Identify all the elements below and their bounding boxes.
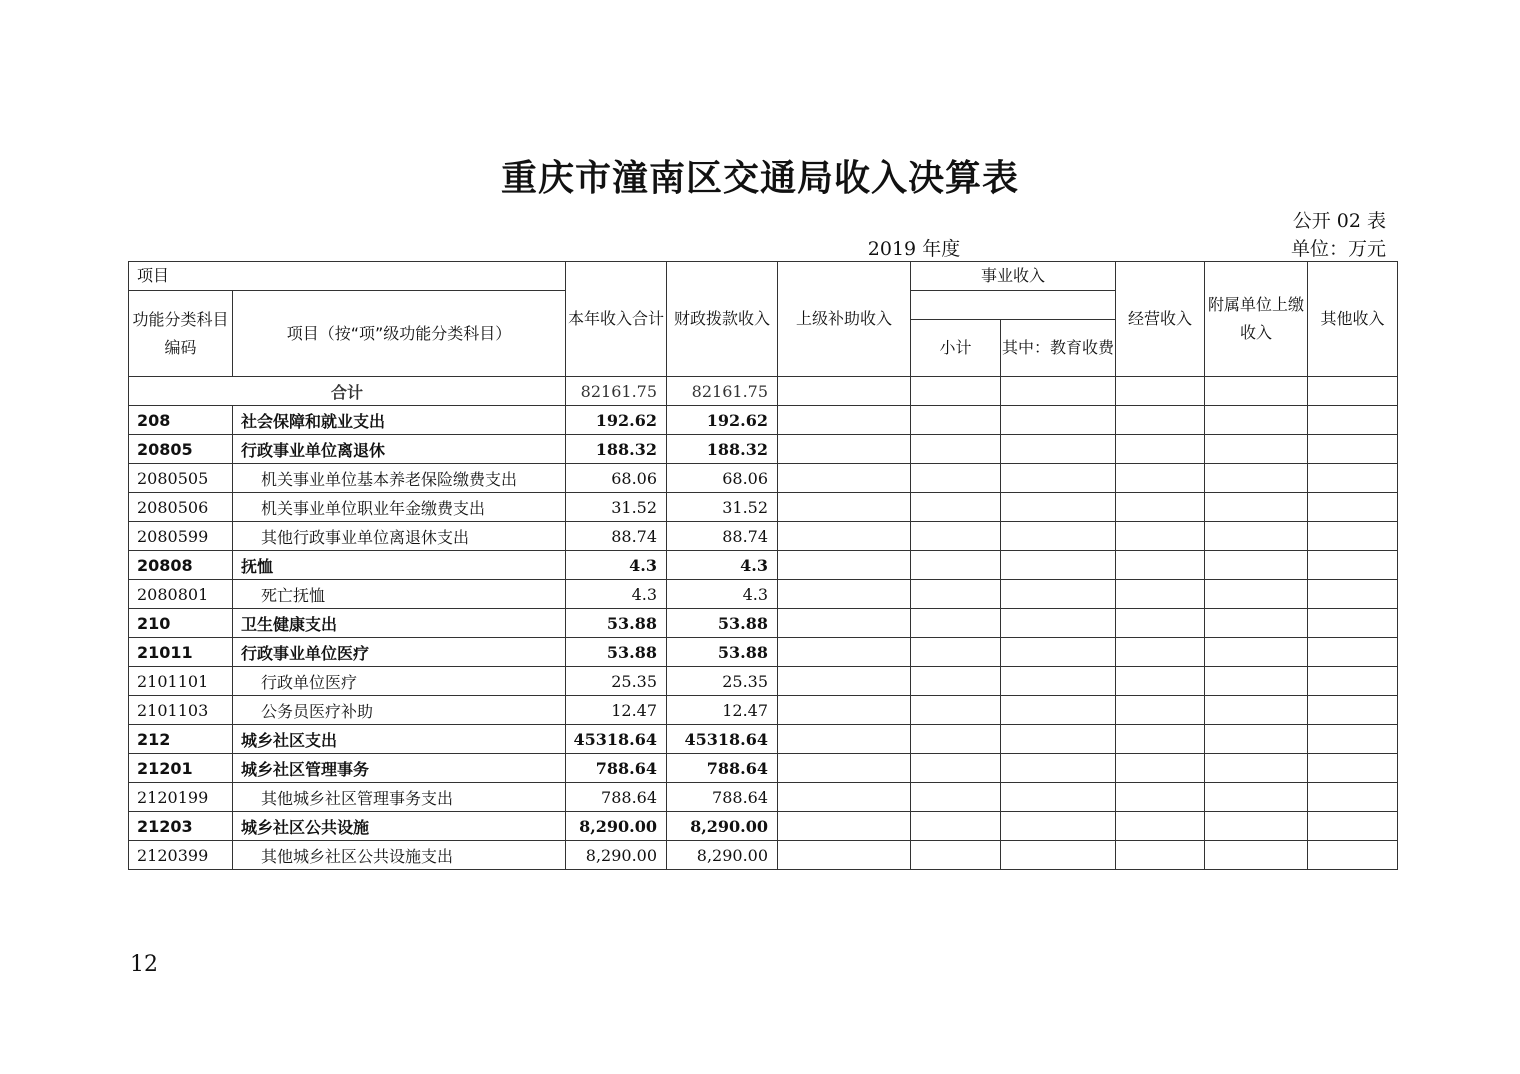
row-fiscal-allocation: 53.88: [667, 638, 778, 667]
row-total-income: 8,290.00: [566, 841, 667, 870]
empty-cell: [1116, 551, 1205, 580]
row-name: 死亡抚恤: [233, 580, 566, 609]
row-code: 21201: [129, 754, 233, 783]
total-row: [129, 377, 1398, 406]
header-affiliated-income: 附属单位上缴收入: [1205, 262, 1308, 377]
header-item-name: 项目（按“项”级功能分类科目）: [233, 291, 566, 377]
empty-cell: [911, 725, 1001, 754]
row-fiscal-allocation: 8,290.00: [667, 812, 778, 841]
empty-cell: [1308, 696, 1398, 725]
table-row: [129, 435, 1398, 464]
empty-cell: [1308, 580, 1398, 609]
empty-cell: [778, 754, 911, 783]
table-row: [129, 783, 1398, 812]
empty-cell: [1205, 783, 1308, 812]
table-row: [129, 812, 1398, 841]
row-name: 抚恤: [233, 551, 566, 580]
empty-cell: [1308, 609, 1398, 638]
row-name: 行政事业单位离退休: [233, 435, 566, 464]
empty-cell: [1116, 493, 1205, 522]
empty-cell: [911, 522, 1001, 551]
empty-cell: [1205, 493, 1308, 522]
row-fiscal-allocation: 68.06: [667, 464, 778, 493]
empty-cell: [911, 551, 1001, 580]
empty-cell: [1205, 551, 1308, 580]
empty-cell: [1116, 667, 1205, 696]
row-name: 卫生健康支出: [233, 609, 566, 638]
form-number: 公开 02 表: [1292, 210, 1386, 232]
empty-cell: [1001, 609, 1116, 638]
table-row: [129, 696, 1398, 725]
empty-cell: [911, 609, 1001, 638]
empty-cell: [1205, 812, 1308, 841]
empty-cell: [1308, 754, 1398, 783]
empty-cell: [778, 725, 911, 754]
unit-label: 单位：万元: [1290, 238, 1386, 260]
header-operating-income: 经营收入: [1116, 262, 1205, 377]
empty-cell: [778, 522, 911, 551]
row-total-income: 12.47: [566, 696, 667, 725]
empty-cell: [778, 638, 911, 667]
empty-cell: [1116, 841, 1205, 870]
table-row: [129, 493, 1398, 522]
row-fiscal-allocation: 4.3: [667, 551, 778, 580]
header-subtotal: 小计: [911, 320, 1001, 377]
empty-cell: [778, 841, 911, 870]
empty-cell: [1001, 435, 1116, 464]
row-code: 21011: [129, 638, 233, 667]
empty-cell: [1001, 812, 1116, 841]
row-fiscal-allocation: 192.62: [667, 406, 778, 435]
row-code: 2080599: [129, 522, 233, 551]
empty-cell: [778, 551, 911, 580]
row-fiscal-allocation: 788.64: [667, 754, 778, 783]
row-code: 2080801: [129, 580, 233, 609]
row-total-income: 25.35: [566, 667, 667, 696]
empty-cell: [1001, 754, 1116, 783]
empty-cell: [1205, 638, 1308, 667]
empty-cell: [911, 406, 1001, 435]
empty-cell: [1001, 493, 1116, 522]
empty-cell: [911, 812, 1001, 841]
empty-cell: [1001, 551, 1116, 580]
empty-cell: [911, 435, 1001, 464]
empty-cell: [1116, 696, 1205, 725]
empty-cell: [1001, 464, 1116, 493]
row-name: 其他城乡社区公共设施支出: [233, 841, 566, 870]
empty-cell: [1308, 638, 1398, 667]
empty-cell: [1116, 812, 1205, 841]
row-code: 2120199: [129, 783, 233, 812]
empty-cell: [911, 696, 1001, 725]
table-row: [129, 522, 1398, 551]
row-total-income: 88.74: [566, 522, 667, 551]
row-code: 210: [129, 609, 233, 638]
header-business-income: 事业收入: [911, 262, 1116, 291]
empty-cell: [778, 609, 911, 638]
row-code: 2080505: [129, 464, 233, 493]
empty-cell: [1001, 522, 1116, 551]
empty-cell: [1116, 754, 1205, 783]
empty-cell: [1001, 667, 1116, 696]
empty-cell: [911, 754, 1001, 783]
empty-cell: [1116, 406, 1205, 435]
table-row: [129, 638, 1398, 667]
empty-cell: [1308, 667, 1398, 696]
empty-cell: [1001, 841, 1116, 870]
empty-cell: [1205, 754, 1308, 783]
row-total-income: 192.62: [566, 406, 667, 435]
empty-cell: [1308, 725, 1398, 754]
empty-cell: [1116, 783, 1205, 812]
empty-cell: [1308, 435, 1398, 464]
row-name: 城乡社区公共设施: [233, 812, 566, 841]
empty-cell: [1001, 696, 1116, 725]
empty-cell: [778, 406, 911, 435]
empty-cell: [1116, 464, 1205, 493]
empty-cell: [778, 667, 911, 696]
row-total-income: 68.06: [566, 464, 667, 493]
empty-cell: [1116, 580, 1205, 609]
table-row: [129, 464, 1398, 493]
income-settlement-table: [128, 261, 1398, 870]
empty-cell: [1116, 725, 1205, 754]
empty-cell: [778, 696, 911, 725]
fiscal-year: 2019 年度: [867, 238, 961, 260]
empty-cell: [1001, 783, 1116, 812]
empty-cell: [1308, 406, 1398, 435]
empty-cell: [911, 783, 1001, 812]
table-row: [129, 725, 1398, 754]
row-fiscal-allocation: 25.35: [667, 667, 778, 696]
empty-cell: [911, 667, 1001, 696]
empty-cell: [911, 638, 1001, 667]
row-name: 机关事业单位基本养老保险缴费支出: [233, 464, 566, 493]
header-edu-fee: 其中：教育收费: [1001, 320, 1116, 377]
empty-cell: [1205, 667, 1308, 696]
empty-cell: [778, 580, 911, 609]
row-name: 其他行政事业单位离退休支出: [233, 522, 566, 551]
row-total-income: 788.64: [566, 783, 667, 812]
row-name: 社会保障和就业支出: [233, 406, 566, 435]
empty-cell: [1205, 609, 1308, 638]
empty-cell: [1308, 493, 1398, 522]
row-code: 2101101: [129, 667, 233, 696]
row-total-income: 53.88: [566, 638, 667, 667]
empty-cell: [778, 493, 911, 522]
row-total-income: 8,290.00: [566, 812, 667, 841]
empty-cell: [1001, 406, 1116, 435]
row-name: 行政单位医疗: [233, 667, 566, 696]
empty-cell: [1205, 464, 1308, 493]
empty-cell: [778, 812, 911, 841]
empty-cell: [1205, 696, 1308, 725]
row-name: 城乡社区管理事务: [233, 754, 566, 783]
table-row: [129, 667, 1398, 696]
empty-cell: [1308, 551, 1398, 580]
row-code: 2080506: [129, 493, 233, 522]
empty-cell: [1205, 580, 1308, 609]
empty-cell: [1205, 725, 1308, 754]
empty-cell: [1308, 812, 1398, 841]
empty-cell: [911, 493, 1001, 522]
row-code: 20808: [129, 551, 233, 580]
empty-cell: [1308, 841, 1398, 870]
total-fiscal-value: 82161.75: [667, 377, 778, 406]
empty-cell: [778, 464, 911, 493]
document-title: 重庆市潼南区交通局收入决算表: [500, 158, 1019, 199]
row-code: 2101103: [129, 696, 233, 725]
empty-cell: [1116, 609, 1205, 638]
row-fiscal-allocation: 788.64: [667, 783, 778, 812]
row-fiscal-allocation: 4.3: [667, 580, 778, 609]
header-fiscal-allocation: 财政拨款收入: [667, 262, 778, 377]
row-total-income: 53.88: [566, 609, 667, 638]
total-income-value: 82161.75: [566, 377, 667, 406]
page-number: 12: [130, 952, 158, 977]
table-row: [129, 841, 1398, 870]
table-row: [129, 580, 1398, 609]
table-row: [129, 754, 1398, 783]
row-total-income: 45318.64: [566, 725, 667, 754]
empty-cell: [1001, 638, 1116, 667]
header-total-income: 本年收入合计: [566, 262, 667, 377]
row-total-income: 4.3: [566, 580, 667, 609]
row-name: 公务员医疗补助: [233, 696, 566, 725]
empty-cell: [1205, 435, 1308, 464]
empty-cell: [778, 435, 911, 464]
row-fiscal-allocation: 12.47: [667, 696, 778, 725]
header-superior-subsidy: 上级补助收入: [778, 262, 911, 377]
total-label: 合计: [129, 377, 566, 406]
header-project: 项目: [129, 262, 566, 291]
empty-cell: [1001, 725, 1116, 754]
empty-cell: [911, 464, 1001, 493]
empty-cell: [911, 841, 1001, 870]
row-fiscal-allocation: 188.32: [667, 435, 778, 464]
row-fiscal-allocation: 31.52: [667, 493, 778, 522]
row-name: 机关事业单位职业年金缴费支出: [233, 493, 566, 522]
row-fiscal-allocation: 88.74: [667, 522, 778, 551]
row-code: 212: [129, 725, 233, 754]
row-total-income: 31.52: [566, 493, 667, 522]
empty-cell: [1308, 522, 1398, 551]
row-fiscal-allocation: 45318.64: [667, 725, 778, 754]
row-code: 208: [129, 406, 233, 435]
row-code: 20805: [129, 435, 233, 464]
row-name: 行政事业单位医疗: [233, 638, 566, 667]
empty-cell: [1116, 522, 1205, 551]
empty-cell: [1116, 638, 1205, 667]
header-func-code: 功能分类科目编码: [129, 291, 233, 377]
row-code: 21203: [129, 812, 233, 841]
row-fiscal-allocation: 8,290.00: [667, 841, 778, 870]
empty-cell: [1205, 841, 1308, 870]
table-row: [129, 609, 1398, 638]
empty-cell: [911, 580, 1001, 609]
header-other-income: 其他收入: [1308, 262, 1398, 377]
table-row: [129, 406, 1398, 435]
row-fiscal-allocation: 53.88: [667, 609, 778, 638]
empty-cell: [1001, 580, 1116, 609]
row-name: 其他城乡社区管理事务支出: [233, 783, 566, 812]
empty-cell: [1116, 435, 1205, 464]
table-row: [129, 551, 1398, 580]
empty-cell: [1308, 783, 1398, 812]
empty-cell: [778, 783, 911, 812]
empty-cell: [1205, 406, 1308, 435]
empty-cell: [1205, 522, 1308, 551]
row-total-income: 188.32: [566, 435, 667, 464]
empty-cell: [1308, 464, 1398, 493]
row-code: 2120399: [129, 841, 233, 870]
row-name: 城乡社区支出: [233, 725, 566, 754]
row-total-income: 4.3: [566, 551, 667, 580]
row-total-income: 788.64: [566, 754, 667, 783]
